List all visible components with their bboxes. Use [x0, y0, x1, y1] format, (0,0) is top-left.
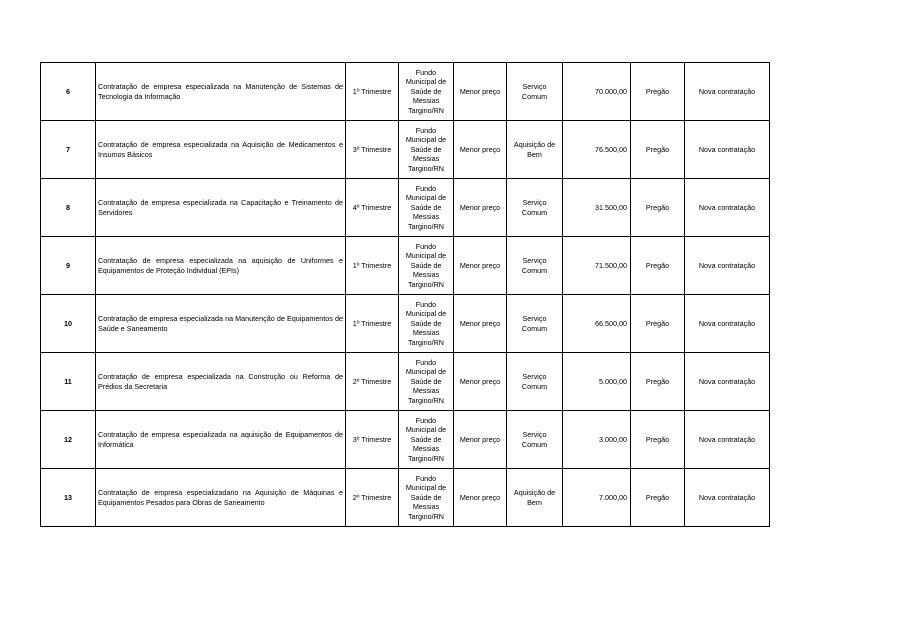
- table-row: [41, 469, 770, 527]
- object-description-cell: Contratação de empresa especializadano na Aquisição de Máquinas e Equipamentos Pesados para Obras de Saneamento: [96, 469, 346, 527]
- period-cell: 3º Trimestre: [346, 121, 399, 179]
- category-cell: Aquisição de Bem: [507, 469, 563, 527]
- modality-cell: Pregão: [631, 411, 685, 469]
- object-description-cell: Contratação de empresa especializada na Manutenção de Equipamentos de Saúde e Saneamento: [96, 295, 346, 353]
- estimated-value-cell: 7.000,00: [563, 469, 631, 527]
- modality-cell: Pregão: [631, 295, 685, 353]
- modality-cell: Pregão: [631, 63, 685, 121]
- judgment-criterion-cell: Menor preço: [454, 237, 507, 295]
- contract-status-cell: Nova contratação: [685, 295, 770, 353]
- item-number-cell: 10: [41, 295, 96, 353]
- judgment-criterion-cell: Menor preço: [454, 295, 507, 353]
- category-cell: Serviço Comum: [507, 237, 563, 295]
- procurement-plan-sheet: [40, 62, 769, 527]
- table-row: [41, 295, 770, 353]
- period-cell: 4º Trimestre: [346, 179, 399, 237]
- table-row: [41, 353, 770, 411]
- object-description-cell: Contratação de empresa especializada na Construção ou Reforma de Prédios da Secretaria: [96, 353, 346, 411]
- contract-status-cell: Nova contratação: [685, 353, 770, 411]
- judgment-criterion-cell: Menor preço: [454, 179, 507, 237]
- judgment-criterion-cell: Menor preço: [454, 121, 507, 179]
- object-description-cell: Contratação de empresa especializada na aquisição de Uniformes e Equipamentos de Proteção Individual (EPIs): [96, 237, 346, 295]
- item-number-cell: 11: [41, 353, 96, 411]
- procurement-table: [40, 62, 770, 527]
- object-description-cell: Contratação de empresa especializada na Capacitação e Treinamento de Servidores: [96, 179, 346, 237]
- judgment-criterion-cell: Menor preço: [454, 411, 507, 469]
- period-cell: 1º Trimestre: [346, 237, 399, 295]
- item-number-cell: 12: [41, 411, 96, 469]
- contract-status-cell: Nova contratação: [685, 411, 770, 469]
- requesting-unit-cell: Fundo Municipal de Saúde de Messias Targino/RN: [399, 121, 454, 179]
- requesting-unit-cell: Fundo Municipal de Saúde de Messias Targino/RN: [399, 179, 454, 237]
- period-cell: 1º Trimestre: [346, 63, 399, 121]
- contract-status-cell: Nova contratação: [685, 63, 770, 121]
- table-row: [41, 179, 770, 237]
- modality-cell: Pregão: [631, 469, 685, 527]
- judgment-criterion-cell: Menor preço: [454, 63, 507, 121]
- estimated-value-cell: 76.500,00: [563, 121, 631, 179]
- period-cell: 3º Trimestre: [346, 411, 399, 469]
- estimated-value-cell: 31.500,00: [563, 179, 631, 237]
- estimated-value-cell: 70.000,00: [563, 63, 631, 121]
- category-cell: Serviço Comum: [507, 63, 563, 121]
- table-row: [41, 237, 770, 295]
- modality-cell: Pregão: [631, 179, 685, 237]
- estimated-value-cell: 66.500,00: [563, 295, 631, 353]
- item-number-cell: 6: [41, 63, 96, 121]
- judgment-criterion-cell: Menor preço: [454, 353, 507, 411]
- modality-cell: Pregão: [631, 121, 685, 179]
- modality-cell: Pregão: [631, 353, 685, 411]
- table-row: [41, 411, 770, 469]
- requesting-unit-cell: Fundo Municipal de Saúde de Messias Targino/RN: [399, 411, 454, 469]
- table-row: [41, 121, 770, 179]
- estimated-value-cell: 5.000,00: [563, 353, 631, 411]
- item-number-cell: 9: [41, 237, 96, 295]
- item-number-cell: 13: [41, 469, 96, 527]
- period-cell: 2º Trimestre: [346, 353, 399, 411]
- category-cell: Serviço Comum: [507, 179, 563, 237]
- table-body: [41, 63, 770, 527]
- judgment-criterion-cell: Menor preço: [454, 469, 507, 527]
- category-cell: Aquisição de Bem: [507, 121, 563, 179]
- category-cell: Serviço Comum: [507, 411, 563, 469]
- contract-status-cell: Nova contratação: [685, 121, 770, 179]
- item-number-cell: 8: [41, 179, 96, 237]
- item-number-cell: 7: [41, 121, 96, 179]
- category-cell: Serviço Comum: [507, 353, 563, 411]
- table-row: [41, 63, 770, 121]
- contract-status-cell: Nova contratação: [685, 179, 770, 237]
- contract-status-cell: Nova contratação: [685, 237, 770, 295]
- object-description-cell: Contratação de empresa especializada na aquisição de Equipamentos de Informática: [96, 411, 346, 469]
- estimated-value-cell: 71.500,00: [563, 237, 631, 295]
- object-description-cell: Contratação de empresa especializada na Manutenção de Sistemas de Tecnologia da Informação: [96, 63, 346, 121]
- contract-status-cell: Nova contratação: [685, 469, 770, 527]
- requesting-unit-cell: Fundo Municipal de Saúde de Messias Targino/RN: [399, 469, 454, 527]
- requesting-unit-cell: Fundo Municipal de Saúde de Messias Targino/RN: [399, 63, 454, 121]
- category-cell: Serviço Comum: [507, 295, 563, 353]
- requesting-unit-cell: Fundo Municipal de Saúde de Messias Targino/RN: [399, 295, 454, 353]
- requesting-unit-cell: Fundo Municipal de Saúde de Messias Targino/RN: [399, 237, 454, 295]
- modality-cell: Pregão: [631, 237, 685, 295]
- requesting-unit-cell: Fundo Municipal de Saúde de Messias Targino/RN: [399, 353, 454, 411]
- period-cell: 1º Trimestre: [346, 295, 399, 353]
- estimated-value-cell: 3.000,00: [563, 411, 631, 469]
- period-cell: 2º Trimestre: [346, 469, 399, 527]
- object-description-cell: Contratação de empresa especializada na Aquisição de Medicamentos e Insumos Básicos: [96, 121, 346, 179]
